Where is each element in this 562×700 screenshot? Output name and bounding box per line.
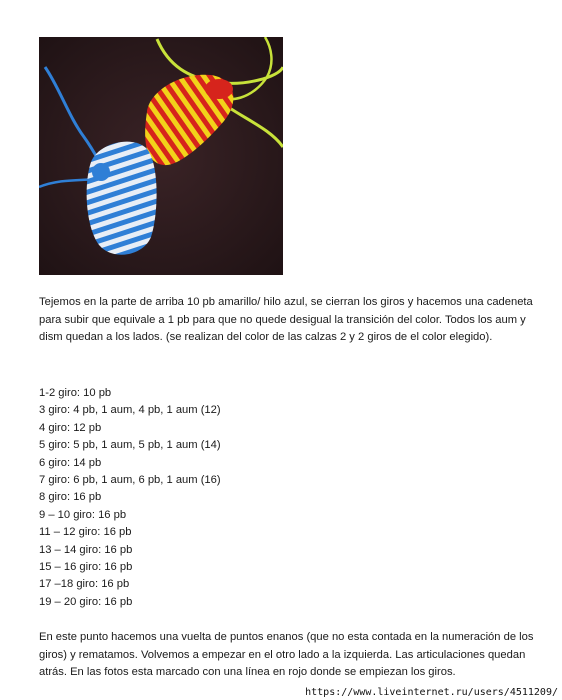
round-line: 15 – 16 giro: 16 pb <box>39 561 133 574</box>
round-line: 17 –18 giro: 16 pb <box>39 578 130 591</box>
crochet-photo-illustration <box>39 37 283 275</box>
round-line: 7 giro: 6 pb, 1 aum, 6 pb, 1 aum (16) <box>39 474 221 487</box>
intro-paragraph: Tejemos en la parte de arriba 10 pb amarillo/ hilo azul, se cierran los giros y hacemos una cadeneta para subir que equivale a 1 pb para que no quede desigual la transición del color. Todos los aum y dism quedan a los lados. (se realizan del color de las calzas 2 y 2 giros de el color elegido). <box>39 296 533 344</box>
round-line: 11 – 12 giro: 16 pb <box>39 526 132 539</box>
source-url[interactable]: https://www.liveinternet.ru/users/4511209/ <box>305 687 558 698</box>
crochet-photo <box>39 37 283 275</box>
round-line: 19 – 20 giro: 16 pb <box>39 595 133 608</box>
rounds-list <box>39 385 221 611</box>
round-line: 1-2 giro: 10 pb <box>39 387 112 399</box>
round-line: 5 giro: 5 pb, 1 aum, 5 pb, 1 aum (14) <box>39 439 221 452</box>
round-line: 13 – 14 giro: 16 pb <box>39 543 133 556</box>
round-line: 8 giro: 16 pb <box>39 491 102 504</box>
round-line: 4 giro: 12 pb <box>39 421 102 434</box>
outro-paragraph: En este punto hacemos una vuelta de puntos enanos (que no esta contada en la numeración de los giros) y rematamos. Volvemos a empezar en el otro lado a la izquierda. Las articulaciones quedan atrás. En las fotos esta marcado con una línea en rojo donde se empiezan los giros. <box>39 631 534 679</box>
round-line: 9 – 10 giro: 16 pb <box>39 508 127 521</box>
round-line: 6 giro: 14 pb <box>39 456 102 469</box>
round-line: 3 giro: 4 pb, 1 aum, 4 pb, 1 aum (12) <box>39 404 221 417</box>
